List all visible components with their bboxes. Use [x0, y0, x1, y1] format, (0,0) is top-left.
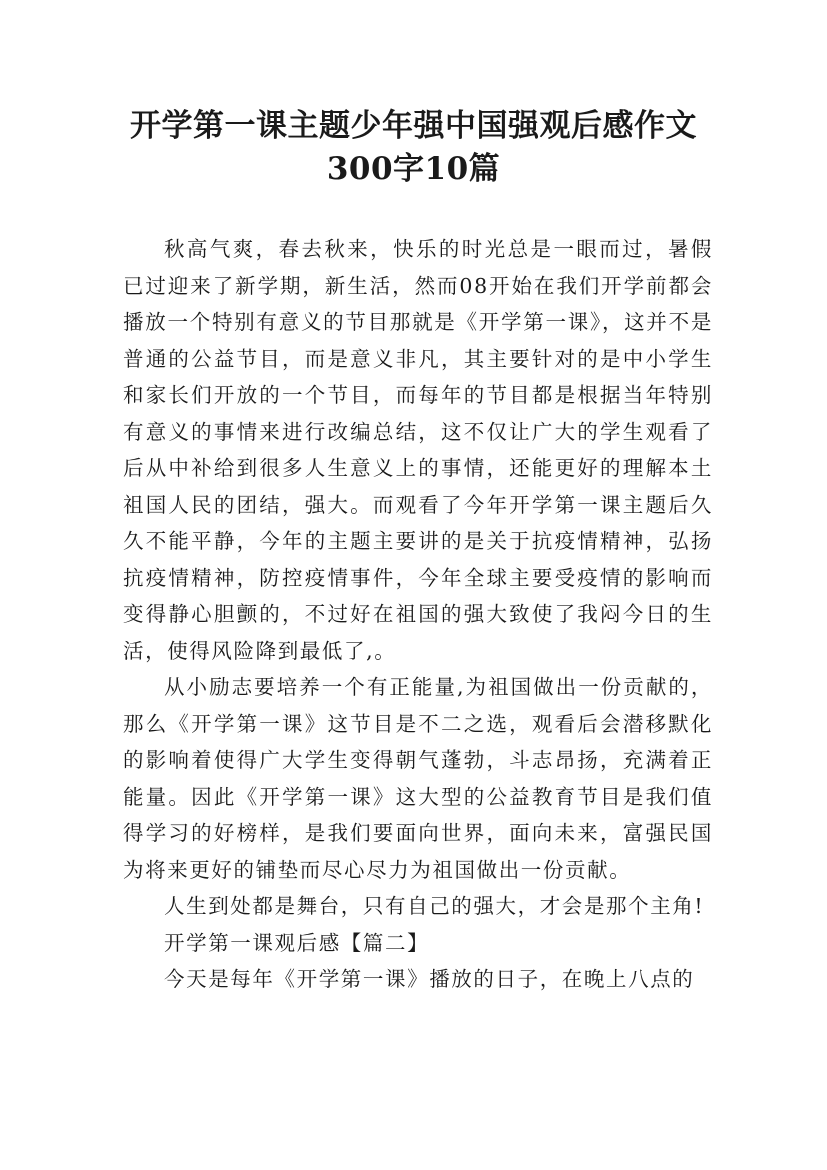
paragraph-4: 今天是每年《开学第一课》播放的日子，在晚上八点的 [164, 967, 695, 991]
paragraph-2: 从小励志要培养一个有正能量,为祖国做出一份贡献的，那么《开学第一课》这节目是不二之选，观看后会潜移默化的影响着使得广大学生变得朝气蓬勃，斗志昂扬，充满着正能量。因此《开学第一课》这大型的公益教育节目是我们值得学习的好榜样，是我们要面向世界，面向未来，富强民国为将来更好的铺垫而尽心尽力为祖国做出一份贡献。 [123, 675, 713, 882]
paragraph-1: 秋高气爽，春去秋来，快乐的时光总是一眼而过，暑假已过迎来了新学期，新生活，然而08开始在我们开学前都会播放一个特别有意义的节目那就是《开学第一课》，这并不是普通的公益节目，而是意义非凡，其主要针对的是中小学生和家长们开放的一个节目，而每年的节目都是根据当年特别有意义的事情来进行改编总结，这不仅让广大的学生观看了后从中补给到很多人生意义上的事情，还能更好的理解本土祖国人民的团结，强大。而观看了今年开学第一课主题后久久不能平静，今年的主题主要讲的是关于抗疫情精神，弘扬抗疫情精神，防控疫情事件，今年全球主要受疫情的影响而变得静心胆颤的，不过好在祖国的强大致使了我闷今日的生活，使得风险降到最低了,。 [123, 237, 713, 663]
section-heading-part-two: 开学第一课观后感【篇二】 [164, 930, 430, 955]
document-title-line-1: 开学第一课主题少年强中国强观后感作文 [130, 108, 697, 144]
document-body [123, 231, 713, 998]
document-title-line-2: 300字10篇 [326, 151, 501, 187]
paragraph-3: 人生到处都是舞台，只有自己的强大，才会是那个主角! [164, 894, 705, 918]
